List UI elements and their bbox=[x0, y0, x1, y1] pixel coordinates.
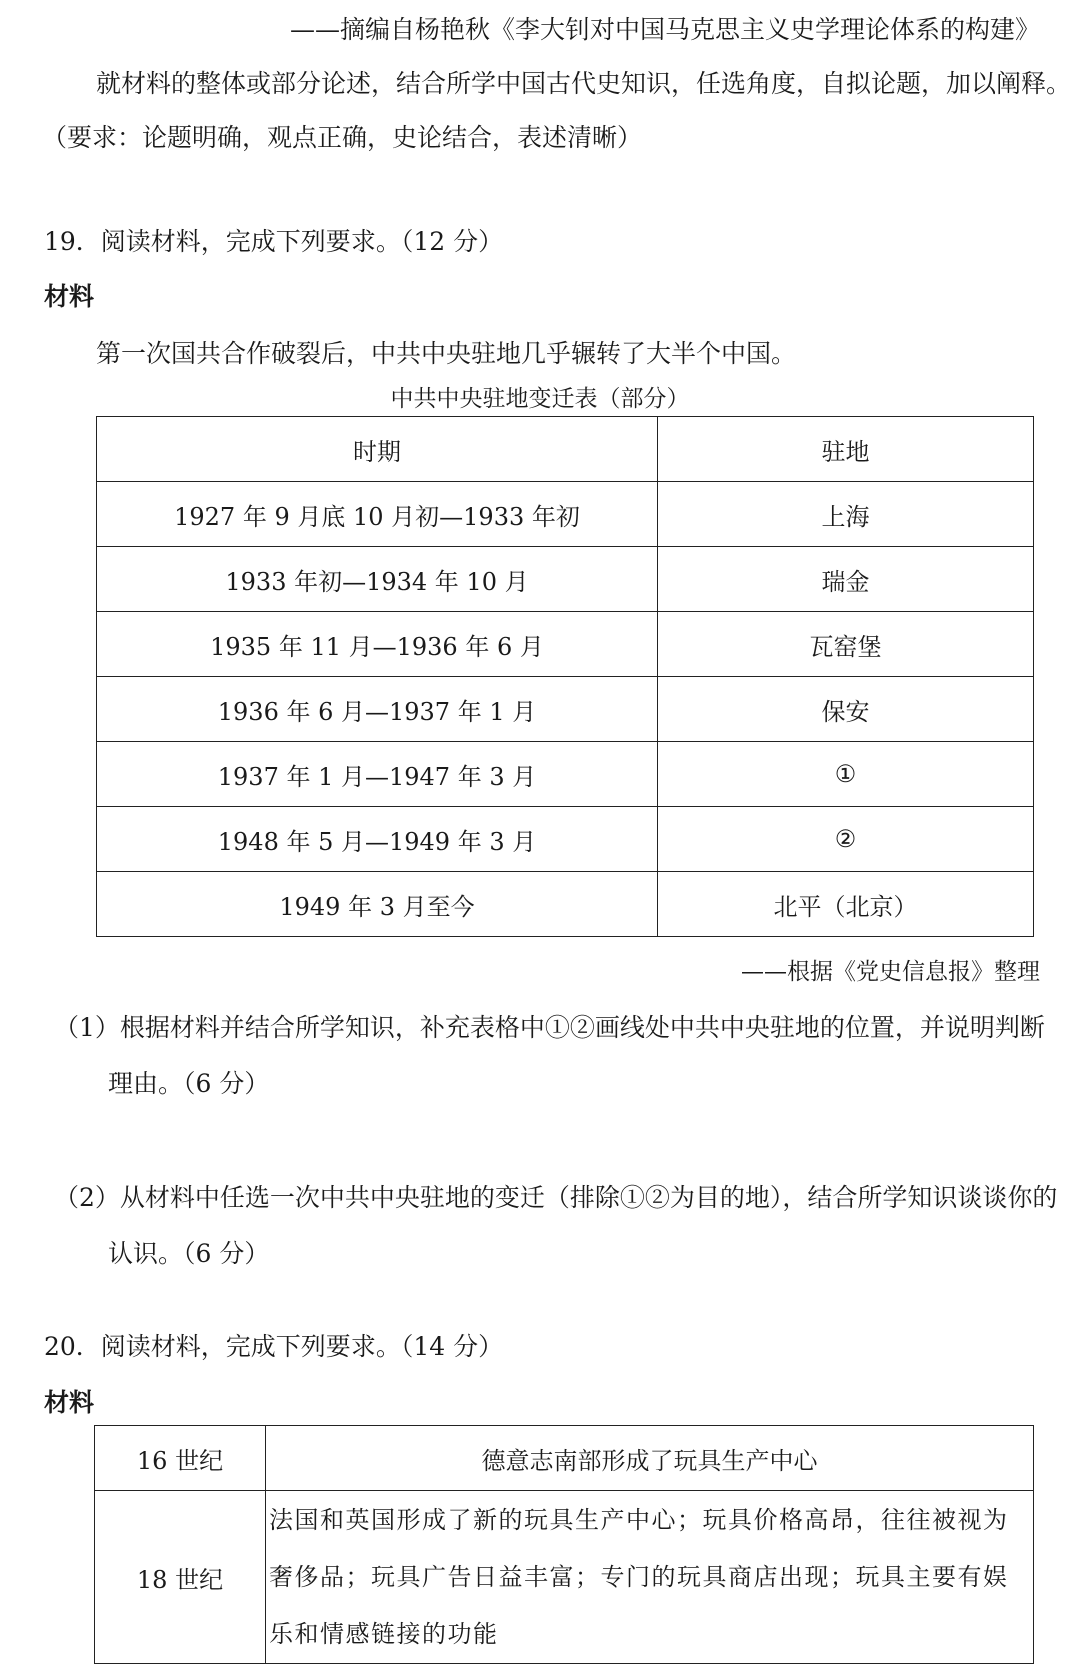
table-row bbox=[97, 807, 1034, 872]
location-cell: 瑞金 bbox=[658, 547, 1034, 612]
residence-table bbox=[96, 416, 1034, 937]
q19-sub2-line2: 认识。（6 分） bbox=[108, 1239, 270, 1268]
location-cell: ② bbox=[658, 807, 1034, 872]
location-cell: 保安 bbox=[658, 677, 1034, 742]
location-cell: ① bbox=[658, 742, 1034, 807]
period-cell: 1948 年 5 月—1949 年 3 月 bbox=[97, 807, 658, 872]
q19-source: ——根据《党史信息报》整理 bbox=[741, 959, 1040, 985]
q20-heading: 20．阅读材料，完成下列要求。（14 分） bbox=[44, 1332, 504, 1361]
table-header-location: 驻地 bbox=[658, 417, 1034, 482]
description-cell: 法国和英国形成了新的玩具生产中心；玩具价格高昂，往往被视为奢侈品；玩具广告日益丰富；专门的玩具商店出现；玩具主要有娱乐和情感链接的功能 bbox=[266, 1491, 1034, 1664]
table-row bbox=[97, 547, 1034, 612]
period-cell: 1927 年 9 月底 10 月初—1933 年初 bbox=[97, 482, 658, 547]
period-cell: 1935 年 11 月—1936 年 6 月 bbox=[97, 612, 658, 677]
table-row bbox=[97, 872, 1034, 937]
q19-heading: 19．阅读材料，完成下列要求。（12 分） bbox=[44, 227, 504, 256]
q19-intro: 第一次国共合作破裂后，中共中央驻地几乎辗转了大半个中国。 bbox=[96, 339, 797, 368]
table-row bbox=[95, 1426, 1034, 1491]
table-header-period: 时期 bbox=[97, 417, 658, 482]
period-cell: 1949 年 3 月至今 bbox=[97, 872, 658, 937]
period-cell: 1936 年 6 月—1937 年 1 月 bbox=[97, 677, 658, 742]
description-cell: 德意志南部形成了玩具生产中心 bbox=[266, 1426, 1034, 1491]
table-row bbox=[97, 482, 1034, 547]
table-row bbox=[95, 1491, 1034, 1664]
era-cell: 16 世纪 bbox=[95, 1426, 266, 1491]
q19-sub2-line1: （2）从材料中任选一次中共中央驻地的变迁（排除①②为目的地），结合所学知识谈谈你的 bbox=[54, 1183, 1058, 1212]
period-cell: 1933 年初—1934 年 10 月 bbox=[97, 547, 658, 612]
table-row bbox=[97, 742, 1034, 807]
era-cell: 18 世纪 bbox=[95, 1491, 266, 1664]
location-cell: 瓦窑堡 bbox=[658, 612, 1034, 677]
prev-task-line2: （要求：论题明确，观点正确，史论结合，表述清晰） bbox=[42, 123, 643, 152]
table-row bbox=[97, 612, 1034, 677]
period-cell: 1937 年 1 月—1947 年 3 月 bbox=[97, 742, 658, 807]
source-citation-prev: ——摘编自杨艳秋《李大钊对中国马克思主义史学理论体系的构建》 bbox=[289, 15, 1040, 44]
q19-table-title: 中共中央驻地变迁表（部分） bbox=[390, 386, 690, 412]
q19-sub1-line2: 理由。（6 分） bbox=[108, 1069, 270, 1098]
q19-sub1-line1: （1）根据材料并结合所学知识，补充表格中①②画线处中共中央驻地的位置，并说明判断 bbox=[54, 1013, 1045, 1042]
prev-task-line1: 就材料的整体或部分论述，结合所学中国古代史知识，任选角度，自拟论题，加以阐释。 bbox=[96, 69, 1072, 98]
q19-material-label: 材料 bbox=[44, 282, 95, 311]
toy-history-table bbox=[94, 1425, 1034, 1664]
q20-material-label: 材料 bbox=[44, 1388, 95, 1417]
table-row bbox=[97, 677, 1034, 742]
location-cell: 北平（北京） bbox=[658, 872, 1034, 937]
location-cell: 上海 bbox=[658, 482, 1034, 547]
